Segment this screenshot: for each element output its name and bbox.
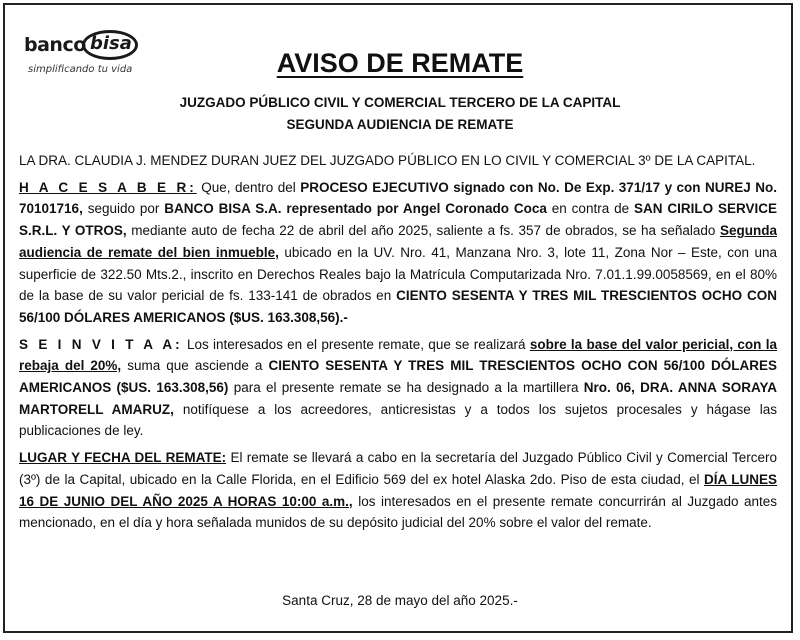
lugar-fecha-paragraph xyxy=(19,447,777,534)
signoff-place-date: Santa Cruz, 28 de mayo del año 2025.- xyxy=(282,593,518,608)
p3-text-1: El remate se llevará a cabo en la secretaría del Juzgado Público Civil y Comercial Tercero (3º) de la Capital, ubicado en la Calle Florida, en el Edificio 569 del ex hotel Alaska 2do. Piso de esta ciudad, el xyxy=(19,450,777,487)
hearing-name: SEGUNDA AUDIENCIA DE REMATE xyxy=(286,117,514,132)
p2-text-4: notifíquese a los acreedores, anticresistas y a todos los sujetos procesales y hágase las publicaciones de ley. xyxy=(19,401,777,439)
hace-saber-label: H A C E S A B E R: xyxy=(19,179,197,195)
se-invita-paragraph xyxy=(19,334,777,443)
intro-paragraph: LA DRA. CLAUDIA J. MENDEZ DURAN JUEZ DEL JUZGADO PÚBLICO EN LO CIVIL Y COMERCIAL 3º DE LA CAPITAL. xyxy=(19,153,756,168)
p3-text-2: los interesados en el presente remate concurrirán al Juzgado antes mencionado, en el día y hora señalada munidos de su depósito judicial del 20% sobre el valor del remate. xyxy=(19,493,777,531)
notice-body xyxy=(19,150,777,534)
p1-text-4: mediante auto de fecha 22 de abril del año 2025, saliente a fs. 357 de obrados, se ha señalado xyxy=(126,223,720,239)
p2-base: sobre la base del valor pericial, con la rebaja del 20%, xyxy=(19,336,777,374)
notice-title xyxy=(0,48,800,79)
p1-amount: CIENTO SESENTA Y TRES MIL TRESCIENTOS OCHO CON 56/100 DÓLARES AMERICANOS ($US. 163.308,56).- xyxy=(19,288,777,325)
p1-text-5: ubicado en la UV. Nro. 41, Manzana Nro. 3, lote 11, Zona Nor – Este, con una superficie de 322.50 Mts.2., inscrito en Derechos Reales bajo la Matrícula Computarizada Nro. 7.01.1.99.0058569, en el 80% de la base de su valor pericial de fs. 133-141 de obrados en xyxy=(19,244,778,304)
p2-auctioneer: Nro. 06, DRA. ANNA SORAYA MARTORELL AMARUZ, xyxy=(19,380,777,417)
logo-brand: bisa xyxy=(90,33,132,54)
logo-slogan: simplificando tu vida xyxy=(28,64,133,75)
p1-plaintiff: BANCO BISA S.A. representado por Angel Coronado Coca xyxy=(164,201,547,217)
p2-text-2: suma que asciende a xyxy=(121,358,269,374)
p1-hearing-type: Segunda audiencia de remate del bien inmueble, xyxy=(19,223,777,260)
p3-date: DÍA LUNES 16 DE JUNIO DEL AÑO 2025 A HORAS 10:00 a.m., xyxy=(19,471,777,509)
notice-title-text: AVISO DE REMATE xyxy=(276,48,524,78)
lugar-fecha-label: LUGAR Y FECHA DEL REMATE: xyxy=(19,450,227,466)
se-invita-label: S E I N V I T A A: xyxy=(19,336,183,352)
hace-saber-paragraph xyxy=(19,177,777,329)
p1-case-number: PROCESO EJECUTIVO signado con No. De Exp. 371/17 y con NUREJ No. 70101716, xyxy=(19,179,777,217)
p1-text-2: seguido por xyxy=(82,201,165,217)
p1-text-1: Que, dentro del xyxy=(196,179,301,195)
p2-text-3: para el presente remate se ha designado a la martillera xyxy=(228,380,584,396)
p2-amount: CIENTO SESENTA Y TRES MIL TRESCIENTOS OCHO CON 56/100 DÓLARES AMERICANOS ($US. 163.308,56) xyxy=(19,358,777,396)
logo-word: banco xyxy=(24,34,86,56)
p2-text-1: Los interesados en el presente remate, que se realizará xyxy=(182,336,530,352)
p1-text-3: en contra de xyxy=(546,201,634,217)
p1-defendant: SAN CIRILO SERVICE S.R.L. Y OTROS, xyxy=(19,201,778,239)
court-name: JUZGADO PÚBLICO CIVIL Y COMERCIAL TERCERO DE LA CAPITAL xyxy=(179,95,621,110)
